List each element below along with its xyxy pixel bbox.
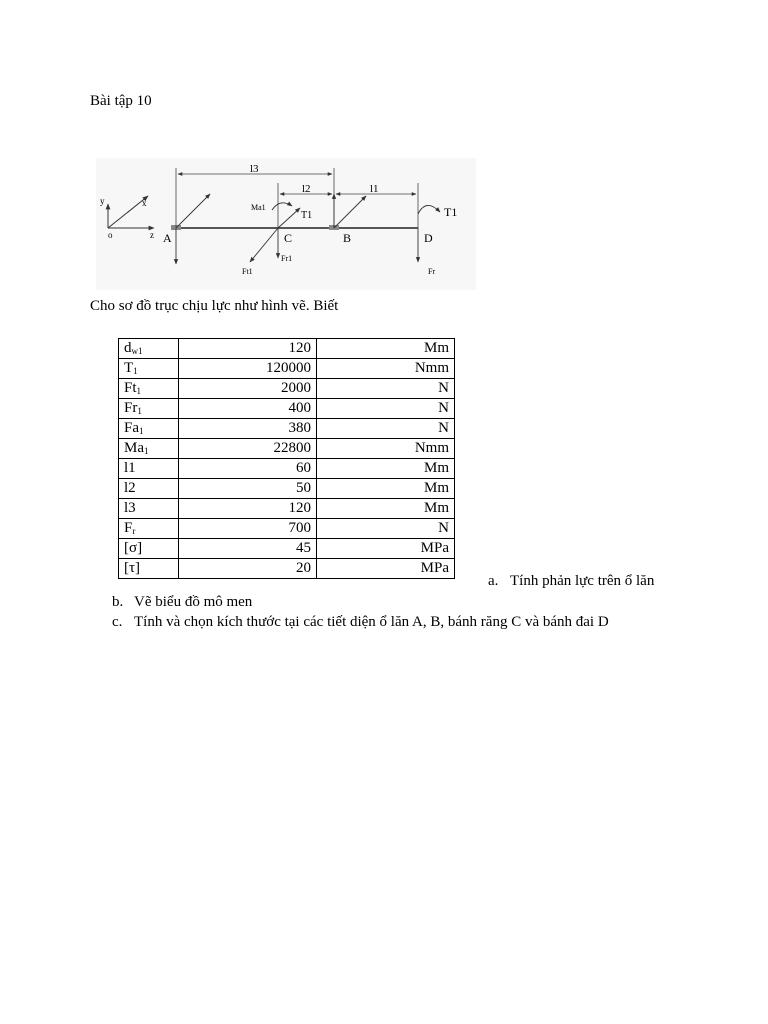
dim-l1-label: l1 [370, 183, 379, 195]
task-a-text: Tính phản lực trên ổ lăn [510, 573, 655, 589]
axis-y-label: y [100, 196, 105, 206]
param-row [119, 559, 455, 579]
param-value: 700 [179, 519, 317, 539]
param-unit: N [317, 519, 455, 539]
point-b-label: B [343, 231, 352, 245]
task-a-marker: a. [488, 573, 499, 589]
param-symbol [119, 539, 179, 559]
param-symbol [119, 379, 179, 399]
force-fr-label: Fr [428, 267, 436, 276]
param-value: 2000 [179, 379, 317, 399]
point-c-label: C [284, 231, 293, 245]
moment-ma1-label: Ma1 [251, 203, 266, 212]
param-row [119, 519, 455, 539]
param-symbol-base: [τ] [124, 560, 141, 576]
param-symbol-base: Fr [124, 400, 138, 416]
param-unit: N [317, 379, 455, 399]
task-c-marker: c. [112, 614, 123, 630]
task-b-marker: b. [112, 594, 124, 610]
param-symbol [119, 359, 179, 379]
param-unit: N [317, 419, 455, 439]
param-unit: Mm [317, 499, 455, 519]
param-symbol-base: Ma [124, 440, 144, 456]
param-symbol [119, 559, 179, 579]
param-value: 50 [179, 479, 317, 499]
param-row [119, 379, 455, 399]
param-symbol [119, 519, 179, 539]
param-value: 22800 [179, 439, 317, 459]
param-symbol-subscript: 1 [144, 446, 149, 456]
param-symbol-subscript: 1 [133, 366, 138, 376]
param-value: 60 [179, 459, 317, 479]
param-symbol-base: F [124, 520, 133, 536]
shaft-force-diagram [96, 158, 476, 290]
torque-t1-d-label: T1 [444, 205, 458, 219]
param-symbol [119, 399, 179, 419]
point-a-label: A [163, 231, 172, 245]
param-value: 120000 [179, 359, 317, 379]
param-row [119, 499, 455, 519]
param-value: 45 [179, 539, 317, 559]
dim-l2-label: l2 [302, 183, 311, 195]
param-symbol-base: l3 [124, 500, 136, 516]
dim-l3-label: l3 [250, 163, 259, 175]
param-row [119, 479, 455, 499]
param-unit: MPa [317, 539, 455, 559]
param-value: 120 [179, 499, 317, 519]
param-unit: Nmm [317, 439, 455, 459]
param-symbol-subscript: w1 [131, 346, 143, 356]
parameter-table-body [119, 339, 455, 579]
force-fr1-label: Fr1 [281, 254, 293, 263]
force-ft1-label: Ft1 [242, 267, 253, 276]
axis-origin-label: o [108, 230, 113, 240]
param-row [119, 339, 455, 359]
diagram-background [96, 158, 476, 290]
param-symbol [119, 419, 179, 439]
task-a [488, 573, 654, 590]
param-unit: Nmm [317, 359, 455, 379]
param-unit: N [317, 399, 455, 419]
parameter-table [118, 338, 455, 579]
param-row [119, 539, 455, 559]
task-c [112, 614, 609, 631]
param-value: 20 [179, 559, 317, 579]
param-unit: MPa [317, 559, 455, 579]
param-unit: Mm [317, 339, 455, 359]
param-value: 380 [179, 419, 317, 439]
axis-z-label: z [150, 230, 154, 240]
param-unit: Mm [317, 479, 455, 499]
param-symbol-subscript: 1 [136, 386, 142, 396]
param-symbol-subscript: r [132, 526, 136, 536]
param-row [119, 359, 455, 379]
param-value: 400 [179, 399, 317, 419]
exercise-title: Bài tập 10 [90, 93, 152, 109]
param-symbol [119, 339, 179, 359]
param-unit: Mm [317, 459, 455, 479]
param-symbol [119, 459, 179, 479]
param-row [119, 399, 455, 419]
axis-x-label: x [142, 198, 147, 208]
param-symbol-subscript: 1 [137, 406, 142, 416]
param-row [119, 419, 455, 439]
task-b-text: Vẽ biểu đồ mô men [134, 594, 253, 610]
param-row [119, 459, 455, 479]
param-value: 120 [179, 339, 317, 359]
param-symbol-base: Ft [124, 380, 137, 396]
param-symbol-base: Fa [124, 420, 139, 436]
param-row [119, 439, 455, 459]
problem-statement: Cho sơ đồ trục chịu lực như hình vẽ. Biết [90, 298, 339, 314]
task-c-text: Tính và chọn kích thước tại các tiết diện ổ lăn A, B, bánh răng C và bánh đai D [134, 614, 609, 630]
param-symbol-base: l2 [124, 480, 136, 496]
param-symbol-base: T [124, 360, 134, 376]
param-symbol-base: d [124, 340, 132, 356]
param-symbol [119, 439, 179, 459]
param-symbol-subscript: 1 [139, 426, 144, 436]
param-symbol [119, 479, 179, 499]
task-b [112, 594, 252, 611]
param-symbol [119, 499, 179, 519]
torque-t1-c-label: T1 [301, 210, 313, 221]
param-symbol-base: [σ] [124, 540, 143, 556]
param-symbol-base: l1 [124, 460, 136, 476]
point-d-label: D [424, 231, 433, 245]
